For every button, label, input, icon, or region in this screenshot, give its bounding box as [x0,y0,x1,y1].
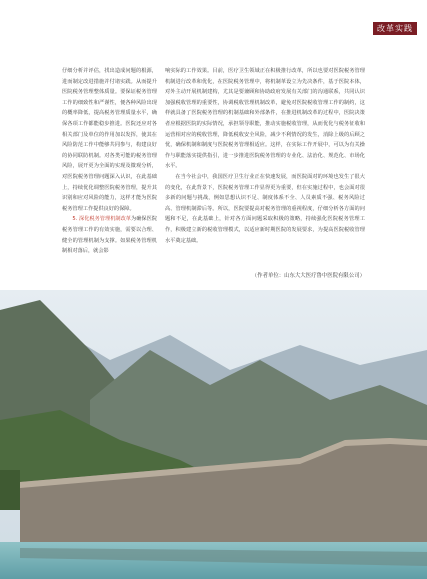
landscape-photo [0,290,427,579]
left-paragraph-2 [62,214,157,256]
subheading-5: 5. 深化税务管理机制改革 [72,216,131,223]
left-tree [0,470,20,510]
section-tag: 改革实践 [373,22,417,35]
left-paragraph-1: 仔细分析并评估，找出造成问题的根源，进而制定改进措施并付诸实践。从而提升医院税务管理整体质量。要保证税务管理工作的细致性和严谨性，便各种风险出现的概率降低，提高税务管理质量水平，确保各项工作都能稳步推进。医院还应对各相关部门及单位的作用加以发挥，使其在风险防范工作中能够共同参与，构建良好的协同联防机制。对各类可能的税务管理风险，展开更为全面的实现及微观分析，对医院税务管理问题深入认识，在此基础上，持续优化调整医院税务管理，提升其识别和应对风险的能力，这样才能为医院税务管理工作提供良好的保障。 [62,68,157,212]
author-affiliation: （作者单位：山东大大医疗鲁中医院有限公司） [251,273,365,279]
right-paragraph-2: 在当今社会中，我国医疗卫生行业正在快速发展，而医院面对的环境也发生了很大的变化，在此背景下，医院税务管理工作显得更为重要，但在实施过程中，也会面对很多新的问题与挑战，例如思想认识不足、制度体系不全、人员素质不强、税务风险过高、管理机制滞后等。所以，医院要提高对税务管理的重视程度，仔细分析各方面的问题和不足，在此基础上，针对各方面问题采取积极的策略，持续强化医院税务管理工作，积极建立新的税收管理模式，以适应新时期医院的发展要求，为提高医院税收管理水平奠定基础。 [165,173,365,244]
right-column [165,66,365,246]
left-column [62,66,157,257]
right-paragraph-1: 响实际的工作效果。目前，医疗卫生领域正在积极推行改革，所以也要对医院税务管理机制进行改革和优化，在医院税务管理中，将机制革设立为先决条件，基于医院本体，对外主动开展机制建构，尤其是要兼顾和协助政府发展有关部门的沟通联系，共同认识加强税收管理的重要性，协调税收管理机制改革，避免对医院税收管理工作的制约，这样就具备了医院税务管理的机制基础和外部条件，在推进机制改革的过程中，医院决策者应根据医院的实际情况，承担领导职能，推动实施税收管理，从而优化与税务征收和运营相对应的税收管理，降低税收安全风险，减少不利情况的发生，消除上级的后顾之忧，确保机制和制度与医院税务管理相适应。这样，在实际工作开展中，可以为有关操作与职能落实提供指引，进一步推进医院税务管理的专业化、法治化、规范化、市场化水平。 [165,68,365,170]
left-paragraph-2-text: 为确保医院税务管理工作的有效实施，需要以合理、健全的管理机制为支撑。如果税务管理机制相对落后，就会影 [62,216,157,255]
